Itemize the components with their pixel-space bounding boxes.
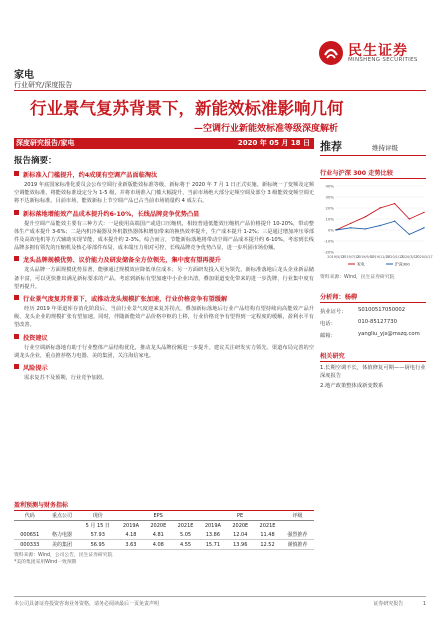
y-tick-label: 40% (325, 183, 334, 189)
legend-label: 沪深300 (395, 261, 410, 267)
section-heading: 风险提示 (23, 365, 48, 373)
table-cell: 4.55 (172, 540, 199, 550)
report-subtitle: —空调行业新能效标准等级深度解析 (194, 124, 339, 134)
section-heading: 龙头品牌规模优势、议价能力及研发储备全方位领先，集中度有望再提升 (23, 257, 221, 265)
table-subheader: 2021E (177, 522, 194, 529)
rating-label: 维持评级 (372, 144, 398, 152)
table-cell: 13.96 (227, 540, 254, 550)
table-cell: 4.18 (117, 530, 145, 540)
table-header: EPS (117, 511, 199, 521)
info-bar (14, 138, 314, 149)
chart-title: 行业与沪深 300 走势比较 (320, 168, 426, 179)
data-point (423, 212, 424, 213)
table-cell: 000651 (14, 530, 46, 540)
table-cell: 000333 (14, 540, 46, 550)
table-cell: 13.86 (199, 530, 227, 540)
analyst-email (320, 331, 426, 339)
table-subheader: 5 月 15 日 (85, 523, 110, 529)
analyst-value: 010-85127730 (358, 319, 397, 325)
footer-divider (14, 596, 426, 597)
series-line (336, 221, 424, 234)
data-point (365, 228, 366, 229)
summary-section (14, 209, 314, 253)
table-note: 资料来源：Wind，公司公告，民生证券研究院 (14, 553, 113, 558)
related-report-link[interactable]: 2.地产政策整体成新变数系 (320, 383, 384, 389)
section-heading: 行业景气度复苏背景下，或推动龙头规模扩张加速，行业价格竞争有望缓解 (23, 296, 228, 304)
bullet-square-icon (14, 334, 19, 339)
recommendation-label: 推荐 (320, 140, 342, 153)
table-header: 重点公司 (46, 511, 79, 521)
info-bar-date: 2020 年 05 月 18 日 (237, 139, 310, 147)
header-divider (14, 90, 426, 91)
y-tick-label: -10% (324, 238, 334, 244)
table-note: *美的集团采用Wind一致预期 (14, 560, 77, 565)
bullet-square-icon (14, 210, 19, 215)
data-point (365, 216, 366, 217)
data-point (409, 234, 410, 235)
report-title: 行业景气复苏背景下，新能效标准影响几何 (30, 99, 344, 118)
sector-title: 家电 (14, 70, 34, 81)
analyst-license (320, 307, 426, 315)
brand-name-en: MINSHENG SECURITIES (348, 57, 418, 63)
bullet-square-icon (14, 295, 19, 300)
analyst-label: 执业证号： (320, 309, 347, 315)
table-header: 代码 (14, 511, 46, 521)
y-tick-label: 20% (325, 205, 334, 211)
analyst-heading: 分析师：杨柳 (320, 292, 426, 303)
table-cell: 谨慎推荐 (281, 540, 314, 550)
section-text: 提升空调产品能效主要有三种方式：一是使用高端国产或进口压缩机，相较普通低能效压缩机产品价格提升 10-20%，带动整体生产成本提升 3-6%；二是内机冷凝器及外机散热器体积增加带来的换热效率提升，生产成本提升 1-2%；三是通过增加冲压零部件及高效电机等方式辅助实现节能，成本提升约 2-3%。综合而言，节能新标落地将带动空调产品成本提升约 6-10%。考虑到长线品牌多拥有领先的压缩机及核心零部件布局，成本端压力相对可控，长线品牌竞争优势凸显，进一步巩固市场份额。 (14, 220, 314, 252)
y-tick-label: 30% (325, 194, 334, 200)
table-subheader: 2021E (259, 522, 276, 529)
table-row (14, 530, 314, 540)
sidebar (320, 138, 433, 390)
table-cell: 5.05 (172, 530, 199, 540)
table-subheader (14, 521, 46, 531)
table-subheader: 2019A (122, 522, 139, 529)
table-subheader: 2019A (204, 522, 221, 529)
table-cell: 3.63 (117, 540, 145, 550)
y-tick-label: -20% (324, 249, 334, 255)
x-tick-label: 2020/1/17 (385, 255, 404, 259)
brand-name: 民生证券 (348, 43, 408, 59)
table-cell: 4.81 (145, 530, 172, 540)
section-heading: 新标落地增能效产品成本提升约6-10%，长线品牌竞争优势凸显 (23, 210, 200, 218)
data-point (379, 225, 380, 226)
section-text: 行业空调新标落地有助于行业整体产品结构优化，推动龙头品牌份额进一步提升。建议关注研发实力领先、渠道布局完善的空调龙头企业，重点推荐格力电器、美的集团，关注海信家电。 (14, 344, 314, 359)
x-tick-label: 2019/11/17 (370, 255, 390, 259)
analyst-value: S0100517050002 (358, 307, 406, 313)
table-cell: 56.95 (78, 540, 117, 550)
page-number: 1 (422, 601, 426, 607)
chart-source: 资料来源：Wind，民生证券研究院 (320, 275, 395, 280)
summary-section (14, 333, 314, 360)
brand-logo-icon (318, 40, 344, 66)
legend-label: 家电 (357, 261, 365, 267)
summary-section (14, 363, 314, 382)
analyst-email-link[interactable]: yangliu_yjs@mszq.com (358, 331, 420, 337)
summary-body (14, 167, 314, 382)
summary-section (14, 170, 314, 206)
recommendation (320, 138, 426, 156)
data-point (379, 207, 380, 208)
section-text: 龙头品牌一方面规模优势显著，能够通过规模效应降低单位成本；另一方面研发投入更为领先，新标准落地后龙头企业新品储备丰富，可以更快推出满足新标要求的产品。考虑到新标有望加速中小企业出清，叠加渠道变化带来的进一步洗牌，行业集中度有望再提升。 (14, 267, 314, 290)
y-tick-label: 10% (325, 216, 334, 222)
trend-chart (320, 182, 433, 268)
table-cell: 11.48 (254, 530, 281, 540)
table-cell: 12.52 (254, 540, 281, 550)
table-cell: 15.71 (199, 540, 227, 550)
footer-disclaimer: 本公司具备证券投资咨询业务资格，请务必阅读最后一页免责声明 (14, 601, 160, 607)
section-text: 需求复苏不及预期，行业竞争加剧。 (24, 375, 108, 382)
table-cell: 格力电器 (46, 530, 79, 540)
analyst-label: 电话： (320, 321, 336, 327)
x-tick-label: 2019/5/17 (327, 255, 345, 259)
table-cell: 4.08 (145, 540, 172, 550)
summary-section (14, 255, 314, 291)
info-bar-category: 深度研究报告/家电 (16, 139, 75, 147)
table-cell: 美的集团 (46, 540, 79, 550)
table-subheader: 2020E (150, 522, 167, 529)
data-point (409, 218, 410, 219)
table-subheader (281, 521, 314, 531)
bullet-square-icon (14, 364, 19, 369)
x-tick-label: 2019/9/17 (356, 255, 375, 259)
analyst-label: 邮箱： (320, 333, 336, 339)
related-heading: 相关研究 (320, 351, 426, 362)
data-point (394, 203, 395, 204)
table-cell: 57.93 (78, 530, 117, 540)
summary-heading: 报告摘要： (14, 156, 57, 166)
table-title: 盈利预测与财务指标 (14, 500, 314, 511)
x-tick-label: 2020/3/17 (400, 255, 419, 259)
table-cell: 12.04 (227, 530, 254, 540)
table-cell: 强烈推荐 (281, 530, 314, 540)
section-heading: 投资建议 (23, 334, 48, 342)
section-text: 经历 2019 年渠道库存消化阶段后，当前行业景气度迎来复苏拐点，叠加新标落地后行业产品结构有望持续向高能效产品升级，龙头企业的规模扩张有望加速。同时，伴随新能效产品价格中枢的上移，行业价格竞争有望得到一定程度的缓解，盈利水平有望改善。 (14, 306, 314, 329)
table-subheader (46, 521, 79, 531)
footer-right (355, 600, 426, 607)
data-point (335, 229, 336, 230)
report-type: 行业研究/深度报告 (14, 81, 73, 89)
bullet-square-icon (14, 171, 19, 176)
data-point (423, 227, 424, 228)
table-header: 评级 (281, 511, 314, 521)
x-tick-label: 2019/7/17 (341, 255, 360, 259)
data-point (350, 223, 351, 224)
data-point (350, 227, 351, 228)
related-report-link[interactable]: 1.长期空调不长，体值修复可期——厨电行业深度报告 (320, 365, 426, 379)
table-subheader: 2020E (232, 522, 249, 529)
data-point (394, 221, 395, 222)
x-tick-label: 2020/5/17 (415, 255, 433, 259)
section-heading: 新标准入门槛提升，约4成现有空调产品面临淘汰 (23, 172, 158, 179)
brand-logo (318, 40, 430, 66)
y-tick-label: 0% (327, 227, 334, 233)
summary-section (14, 294, 314, 330)
forecast-table (14, 511, 314, 550)
forecast-table-block (14, 500, 314, 566)
table-header: 现价 (78, 511, 117, 521)
bullet-square-icon (14, 256, 19, 261)
analyst-phone (320, 319, 426, 327)
section-text: 2019 年底国家标准化委员会公布空调行业新版能效标准等级，新标将于 2020 年 7 月 1 日正式实施。新标统一了变频及定频空调能效标准，将能效标准设定分为 1-5 级，并将市场准入门槛大幅提升，当前市场绝大部分定频空调及部分 3 级能效变频空调无将不达新标标准。目前市场，能效新标上节空调产品已占当前市场销量约 4 成左右。 (14, 182, 314, 205)
footer-label: 证券研究报告 (373, 601, 404, 607)
table-header: PE (199, 511, 281, 521)
table-row (14, 540, 314, 550)
